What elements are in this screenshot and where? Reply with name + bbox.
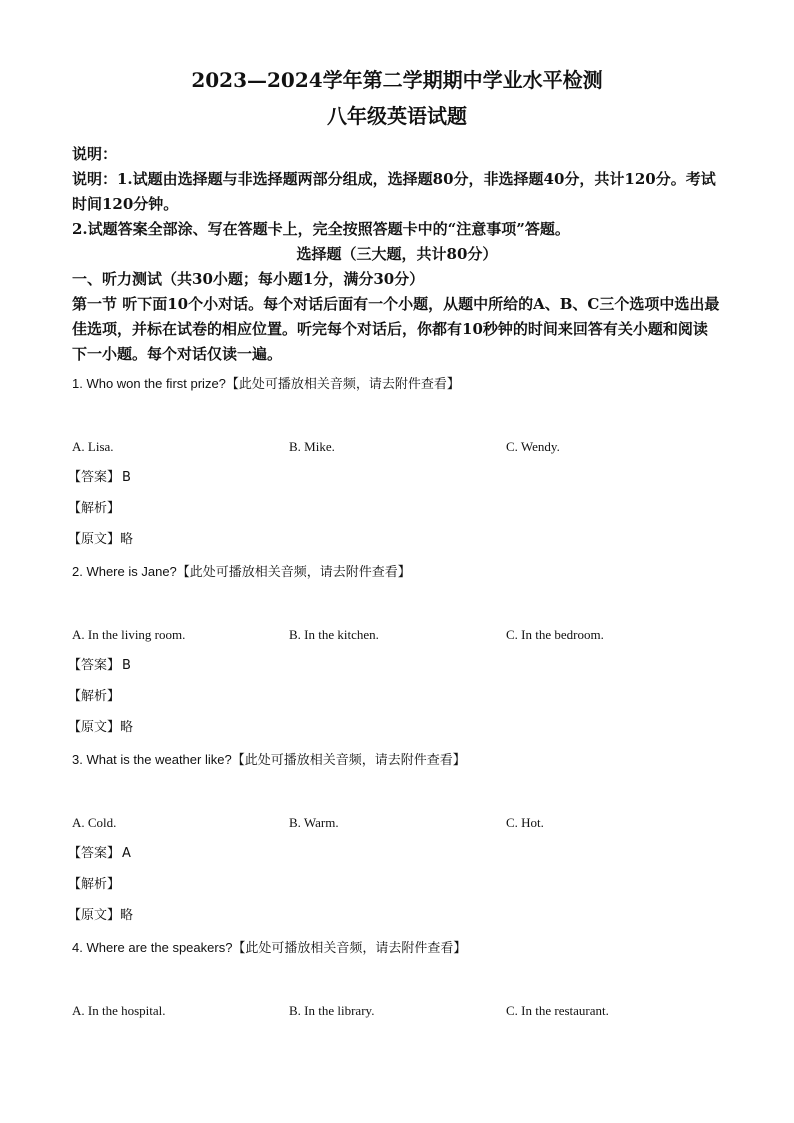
original-label: 【原文】 xyxy=(68,908,121,923)
answer-label: 【答案】 xyxy=(68,470,121,485)
answer-label: 【答案】 xyxy=(68,658,121,673)
audio-hint: 【此处可播放相关音频，请去附件查看】 xyxy=(225,377,460,392)
option-a: A. Lisa. xyxy=(72,439,114,454)
question-stem xyxy=(72,939,722,958)
original-value: 略 xyxy=(120,720,134,735)
original-line xyxy=(68,712,722,743)
original-line xyxy=(68,900,722,931)
option-a: A. In the living room. xyxy=(72,627,186,642)
options-row xyxy=(72,1002,722,1020)
options-row xyxy=(72,814,722,832)
question-stem xyxy=(72,751,722,770)
original-label: 【原文】 xyxy=(68,720,121,735)
analysis-line xyxy=(68,493,722,524)
option-a: A. In the hospital. xyxy=(72,1003,166,1018)
audio-hint: 【此处可播放相关音频，请去附件查看】 xyxy=(231,753,466,768)
instructions-line-2: 2.试题答案全部涂、写在答题卡上，完全按照答题卡中的“注意事项”答题。 xyxy=(72,220,570,238)
options-row xyxy=(72,626,722,644)
instructions-label: 说明： xyxy=(72,145,118,163)
answer-line xyxy=(68,838,722,869)
part-heading: 选择题（三大题，共计80分） xyxy=(296,245,498,263)
option-c: C. In the bedroom. xyxy=(506,627,604,642)
answer-line xyxy=(68,650,722,681)
section-description: 第一节 听下面10个小对话。每个对话后面有一个小题，从题中所给的A、B、C三个选项中选出最佳选项，并标在试卷的相应位置。听完每个对话后，你都有10秒钟的时间来回答有关小题和阅读下一小题。每个对话仅读一遍。 xyxy=(72,295,720,363)
option-b: B. Warm. xyxy=(289,815,339,830)
answer-value: A xyxy=(122,846,131,861)
original-line xyxy=(68,524,722,555)
exam-title: 2023—2024学年第二学期期中学业水平检测 xyxy=(191,68,603,92)
question-stem-text: 2. Where is Jane? xyxy=(72,564,177,579)
original-value: 略 xyxy=(120,532,134,547)
instructions-line-1: 说明：1.试题由选择题与非选择题两部分组成，选择题80分，非选择题40分，共计120分。考试时间120分钟。 xyxy=(72,170,716,213)
option-b: B. In the kitchen. xyxy=(289,627,379,642)
exam-subtitle: 八年级英语试题 xyxy=(327,104,467,128)
answer-value: B xyxy=(122,470,131,485)
question-4 xyxy=(72,939,722,1020)
question-stem-text: 1. Who won the first prize? xyxy=(72,376,226,391)
answer-value: B xyxy=(122,658,131,673)
option-c: C. In the restaurant. xyxy=(506,1003,609,1018)
question-stem-text: 3. What is the weather like? xyxy=(72,752,232,767)
option-b: B. In the library. xyxy=(289,1003,375,1018)
question-3 xyxy=(68,751,722,931)
question-stem-text: 4. Where are the speakers? xyxy=(72,940,233,955)
question-stem xyxy=(72,563,722,582)
answer-line xyxy=(68,462,722,493)
section-heading: 一、听力测试（共30小题；每小题1分，满分30分） xyxy=(72,270,425,288)
analysis-line xyxy=(68,681,722,712)
original-label: 【原文】 xyxy=(68,532,121,547)
analysis-label: 【解析】 xyxy=(68,689,121,704)
options-row xyxy=(72,438,722,456)
analysis-label: 【解析】 xyxy=(68,877,121,892)
option-c: C. Wendy. xyxy=(506,439,560,454)
option-c: C. Hot. xyxy=(506,815,544,830)
audio-hint: 【此处可播放相关音频，请去附件查看】 xyxy=(232,941,467,956)
question-2 xyxy=(68,563,722,743)
question-stem xyxy=(72,375,722,394)
original-value: 略 xyxy=(120,908,134,923)
answer-label: 【答案】 xyxy=(68,846,121,861)
option-b: B. Mike. xyxy=(289,439,335,454)
audio-hint: 【此处可播放相关音频，请去附件查看】 xyxy=(176,565,411,580)
question-1 xyxy=(68,375,722,555)
option-a: A. Cold. xyxy=(72,815,117,830)
analysis-line xyxy=(68,869,722,900)
analysis-label: 【解析】 xyxy=(68,501,121,516)
